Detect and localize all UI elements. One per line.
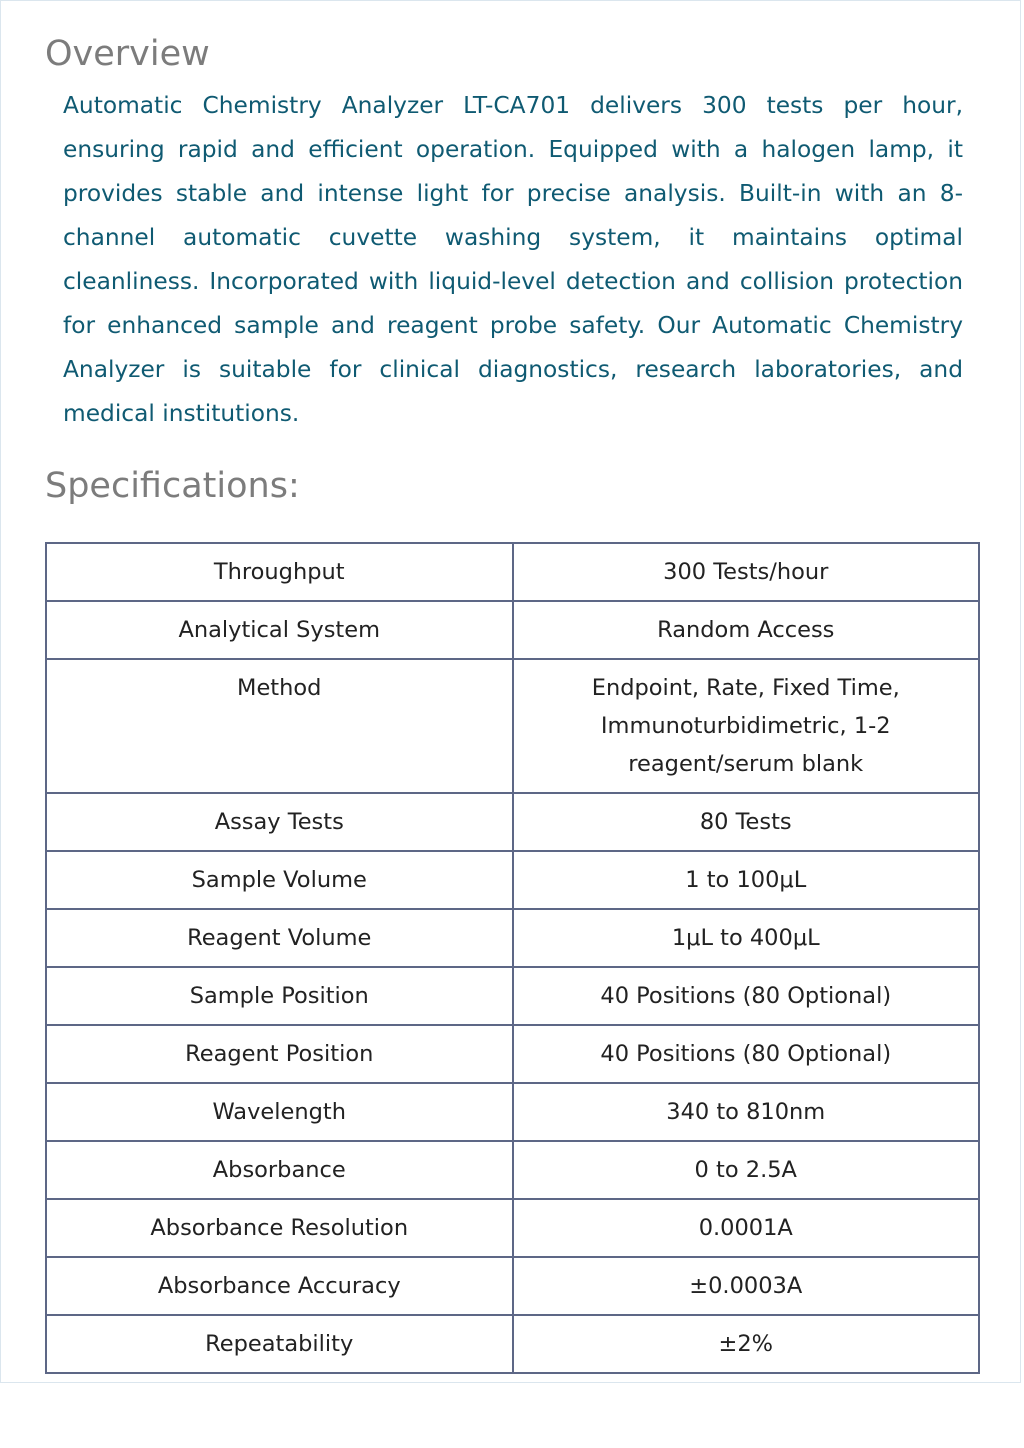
- specifications-table: [45, 542, 980, 1374]
- spec-value: 1 to 100μL: [513, 851, 980, 909]
- table-row: [46, 1025, 979, 1083]
- spec-value: Random Access: [513, 601, 980, 659]
- spec-label: Absorbance Resolution: [46, 1199, 513, 1257]
- spec-value: 1μL to 400μL: [513, 909, 980, 967]
- table-row: [46, 1083, 979, 1141]
- spec-value: 0 to 2.5A: [513, 1141, 980, 1199]
- spec-value: 40 Positions (80 Optional): [513, 967, 980, 1025]
- table-row: [46, 543, 979, 601]
- table-row: [46, 659, 979, 793]
- spec-value: 0.0001A: [513, 1199, 980, 1257]
- spec-value: Endpoint, Rate, Fixed Time, Immunoturbidimetric, 1-2 reagent/serum blank: [513, 659, 980, 793]
- spec-label: Absorbance Accuracy: [46, 1257, 513, 1315]
- spec-label: Sample Volume: [46, 851, 513, 909]
- table-row: [46, 851, 979, 909]
- spec-label: Method: [46, 659, 513, 793]
- overview-paragraph: Automatic Chemistry Analyzer LT-CA701 delivers 300 tests per hour, ensuring rapid and efficient operation. Equipped with a halogen lamp, it provides stable and intense light for precise analysis. Built-in with an 8-channel automatic cuvette washing system, it maintains optimal cleanliness. Incorporated with liquid-level detection and collision protection for enhanced sample and reagent probe safety. Our Automatic Chemistry Analyzer is suitable for clinical diagnostics, research laboratories, and medical institutions.: [63, 92, 963, 427]
- spec-value: 300 Tests/hour: [513, 543, 980, 601]
- spec-value: 80 Tests: [513, 793, 980, 851]
- spec-label: Repeatability: [46, 1315, 513, 1373]
- table-row: [46, 1141, 979, 1199]
- spec-label: Assay Tests: [46, 793, 513, 851]
- spec-value: 40 Positions (80 Optional): [513, 1025, 980, 1083]
- spec-label: Reagent Position: [46, 1025, 513, 1083]
- spec-label: Analytical System: [46, 601, 513, 659]
- spec-value: 340 to 810nm: [513, 1083, 980, 1141]
- table-row: [46, 967, 979, 1025]
- spec-label: Absorbance: [46, 1141, 513, 1199]
- spec-label: Sample Position: [46, 967, 513, 1025]
- table-row: [46, 601, 979, 659]
- spec-value: ±2%: [513, 1315, 980, 1373]
- table-row: [46, 1257, 979, 1315]
- table-row: [46, 793, 979, 851]
- table-row: [46, 1315, 979, 1373]
- spec-label: Wavelength: [46, 1083, 513, 1141]
- table-row: [46, 909, 979, 967]
- overview-heading: Overview: [45, 34, 210, 74]
- spec-label: Throughput: [46, 543, 513, 601]
- table-row: [46, 1199, 979, 1257]
- spec-value: ±0.0003A: [513, 1257, 980, 1315]
- spec-label: Reagent Volume: [46, 909, 513, 967]
- specifications-heading: Specifications:: [45, 466, 300, 506]
